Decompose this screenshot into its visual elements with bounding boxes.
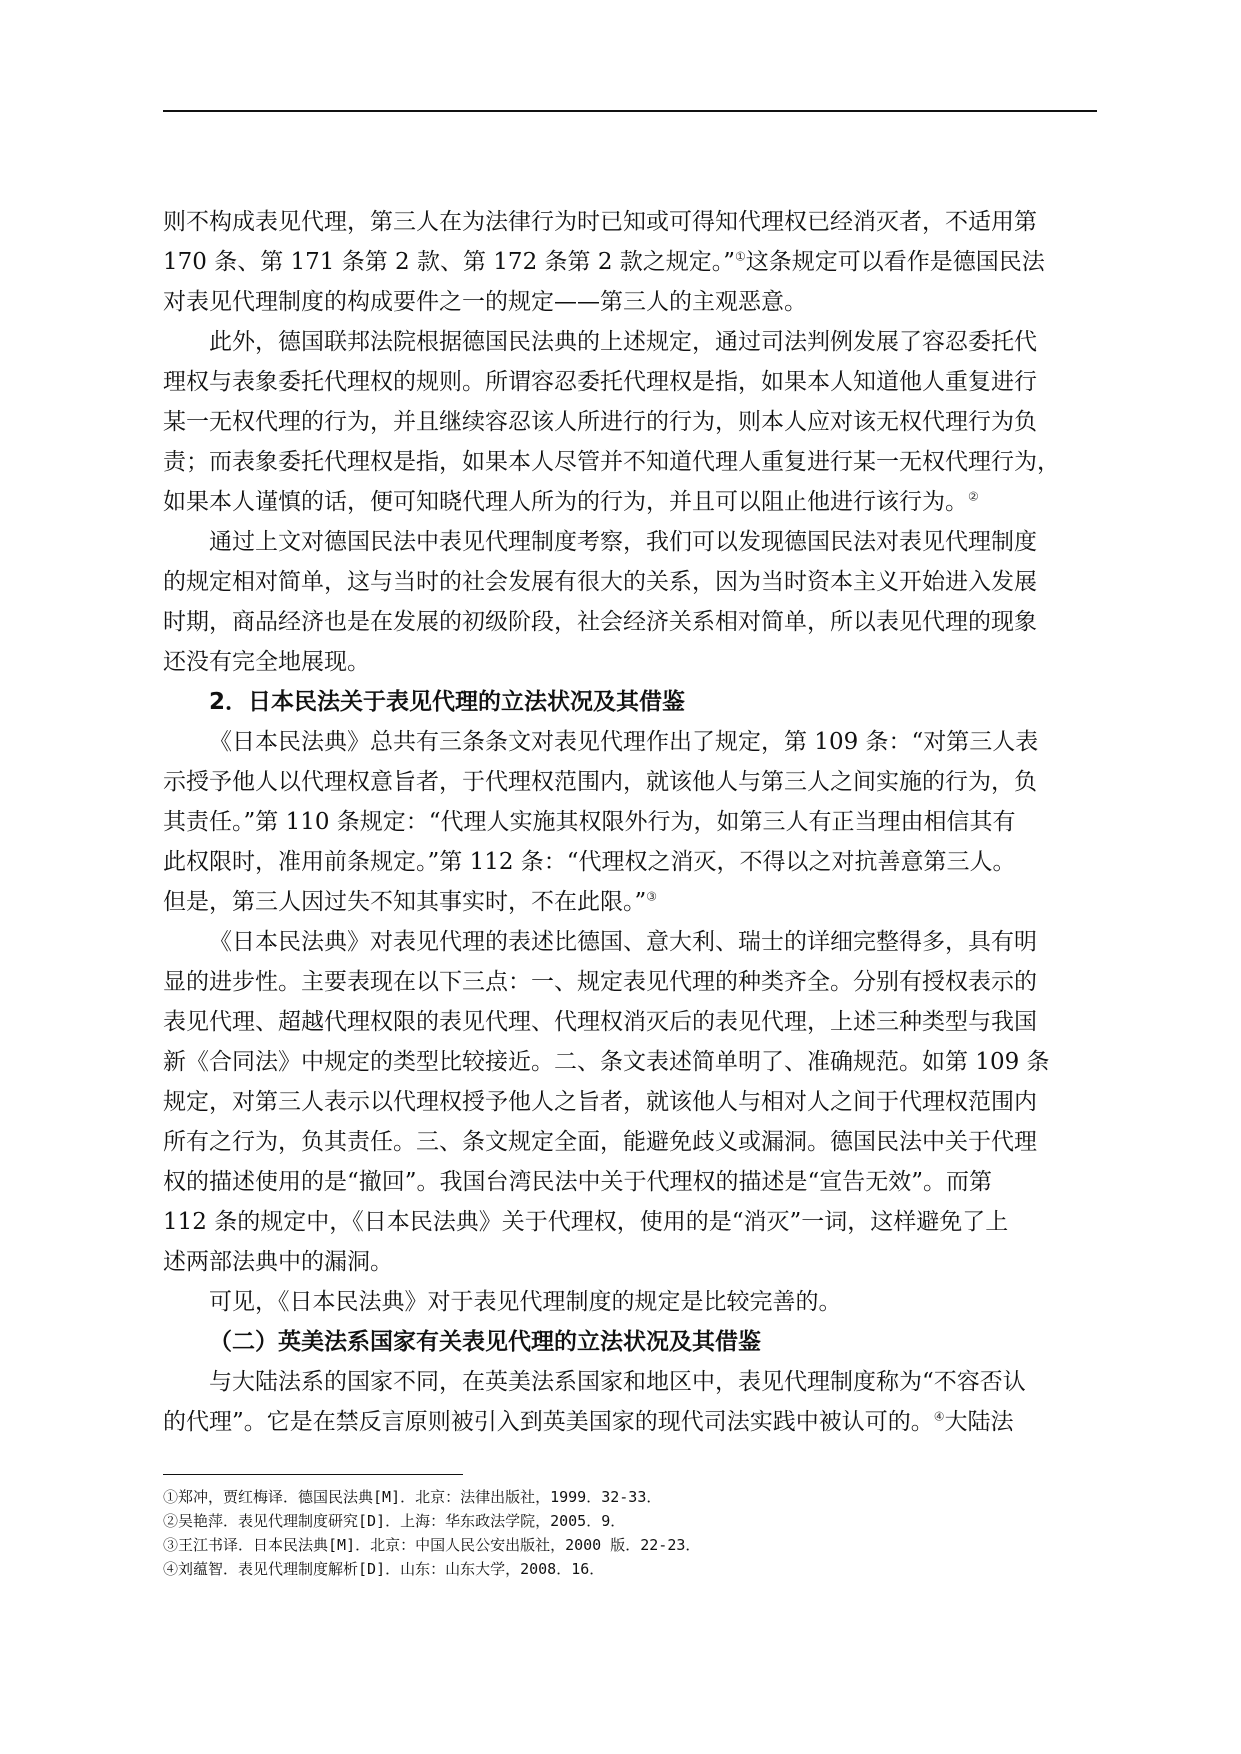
header-rule	[163, 110, 1097, 112]
paragraph-line: 显的进步性。主要表现在以下三点：一、规定表见代理的种类齐全。分别有授权表示的	[163, 969, 1037, 995]
paragraph-line: 表见代理、超越代理权限的表见代理、代理权消灭后的表见代理，上述三种类型与我国	[163, 1009, 1037, 1035]
paragraph-line: 还没有完全地展现。	[163, 649, 370, 675]
paragraph-line: 通过上文对德国民法中表见代理制度考察，我们可以发现德国民法对表见代理制度	[209, 529, 1037, 555]
footnote: ②吴艳萍．表见代理制度研究[D]．上海：华东政法学院，2005．9．	[163, 1512, 626, 1530]
paragraph-line: 述两部法典中的漏洞。	[163, 1249, 393, 1275]
footnote: ③王江书译．日本民法典[M]．北京：中国人民公安出版社，2000 版．22-23．	[163, 1536, 701, 1554]
footnotes	[163, 1485, 1097, 1581]
footnote-ref: ②	[968, 489, 979, 504]
paragraph-line: 的代理”。它是在禁反言原则被引入到英美国家的现代司法实践中被认可的。④大陆法	[163, 1409, 1014, 1435]
paragraph-line: 所有之行为，负其责任。三、条文规定全面，能避免歧义或漏洞。德国民法中关于代理	[163, 1129, 1037, 1155]
paragraph-line: 112 条的规定中，《日本民法典》关于代理权，使用的是“消灭”一词，这样避免了上	[163, 1209, 1009, 1235]
body-text	[163, 202, 1097, 1442]
footnote: ①郑冲，贾红梅译．德国民法典[M]．北京：法律出版社，1999．32-33．	[163, 1488, 662, 1506]
paragraph-line: 此权限时，准用前条规定。”第 112 条：“代理权之消灭，不得以之对抗善意第三人。	[163, 849, 1016, 875]
footnote-rule	[163, 1474, 463, 1475]
paragraph-line: 某一无权代理的行为，并且继续容忍该人所进行的行为，则本人应对该无权代理行为负	[163, 409, 1037, 435]
paragraph-line: 权的描述使用的是“撤回”。我国台湾民法中关于代理权的描述是“宣告无效”。而第	[163, 1169, 993, 1195]
paragraph-line: 新《合同法》中规定的类型比较接近。二、条文表述简单明了、准确规范。如第 109 条	[163, 1049, 1050, 1075]
footnote-ref: ④	[933, 1409, 945, 1424]
paragraph-line: 如果本人谨慎的话，便可知晓代理人所为的行为，并且可以阻止他进行该行为。②	[163, 489, 979, 515]
section-heading: 2．日本民法关于表见代理的立法状况及其借鉴	[209, 689, 686, 715]
paragraph-line: 规定，对第三人表示以代理权授予他人之旨者，就该他人与相对人之间于代理权范围内	[163, 1089, 1037, 1115]
paragraph-line: 对表见代理制度的构成要件之一的规定——第三人的主观恶意。	[163, 289, 807, 315]
paragraph-line: 170 条、第 171 条第 2 款、第 172 条第 2 款之规定。”①这条规定可以看作是德国民法	[163, 249, 1045, 275]
footnote: ④刘蕴智．表见代理制度解析[D]．山东：山东大学，2008．16．	[163, 1560, 605, 1578]
footnote-ref: ①	[735, 249, 746, 264]
paragraph-line: 《日本民法典》总共有三条条文对表见代理作出了规定，第 109 条：“对第三人表	[209, 729, 1039, 755]
paragraph-line: 示授予他人以代理权意旨者，于代理权范围内，就该他人与第三人之间实施的行为，负	[163, 769, 1037, 795]
paragraph-line: 其责任。”第 110 条规定：“代理人实施其权限外行为，如第三人有正当理由相信其有	[163, 809, 1016, 835]
paragraph-line: 可见，《日本民法典》对于表见代理制度的规定是比较完善的。	[209, 1289, 842, 1315]
paragraph-line: 但是，第三人因过失不知其事实时，不在此限。”③	[163, 889, 658, 915]
paragraph-line: 理权与表象委托代理权的规则。所谓容忍委托代理权是指，如果本人知道他人重复进行	[163, 369, 1037, 395]
paragraph-line: 此外，德国联邦法院根据德国民法典的上述规定，通过司法判例发展了容忍委托代	[209, 329, 1037, 355]
paragraph-line: 《日本民法典》对表见代理的表述比德国、意大利、瑞士的详细完整得多，具有明	[209, 929, 1037, 955]
paragraph-line: 责；而表象委托代理权是指，如果本人尽管并不知道代理人重复进行某一无权代理行为，	[163, 449, 1060, 475]
footnote-ref: ③	[646, 889, 658, 904]
paragraph-line: 与大陆法系的国家不同，在英美法系国家和地区中，表见代理制度称为“不容否认	[209, 1369, 1026, 1395]
section-heading: （二）英美法系国家有关表见代理的立法状况及其借鉴	[209, 1329, 761, 1355]
paragraph-line: 时期，商品经济也是在发展的初级阶段，社会经济关系相对简单，所以表见代理的现象	[163, 609, 1037, 635]
paragraph-line: 的规定相对简单，这与当时的社会发展有很大的关系，因为当时资本主义开始进入发展	[163, 569, 1037, 595]
paragraph-line: 则不构成表见代理，第三人在为法律行为时已知或可得知代理权已经消灭者，不适用第	[163, 209, 1037, 235]
